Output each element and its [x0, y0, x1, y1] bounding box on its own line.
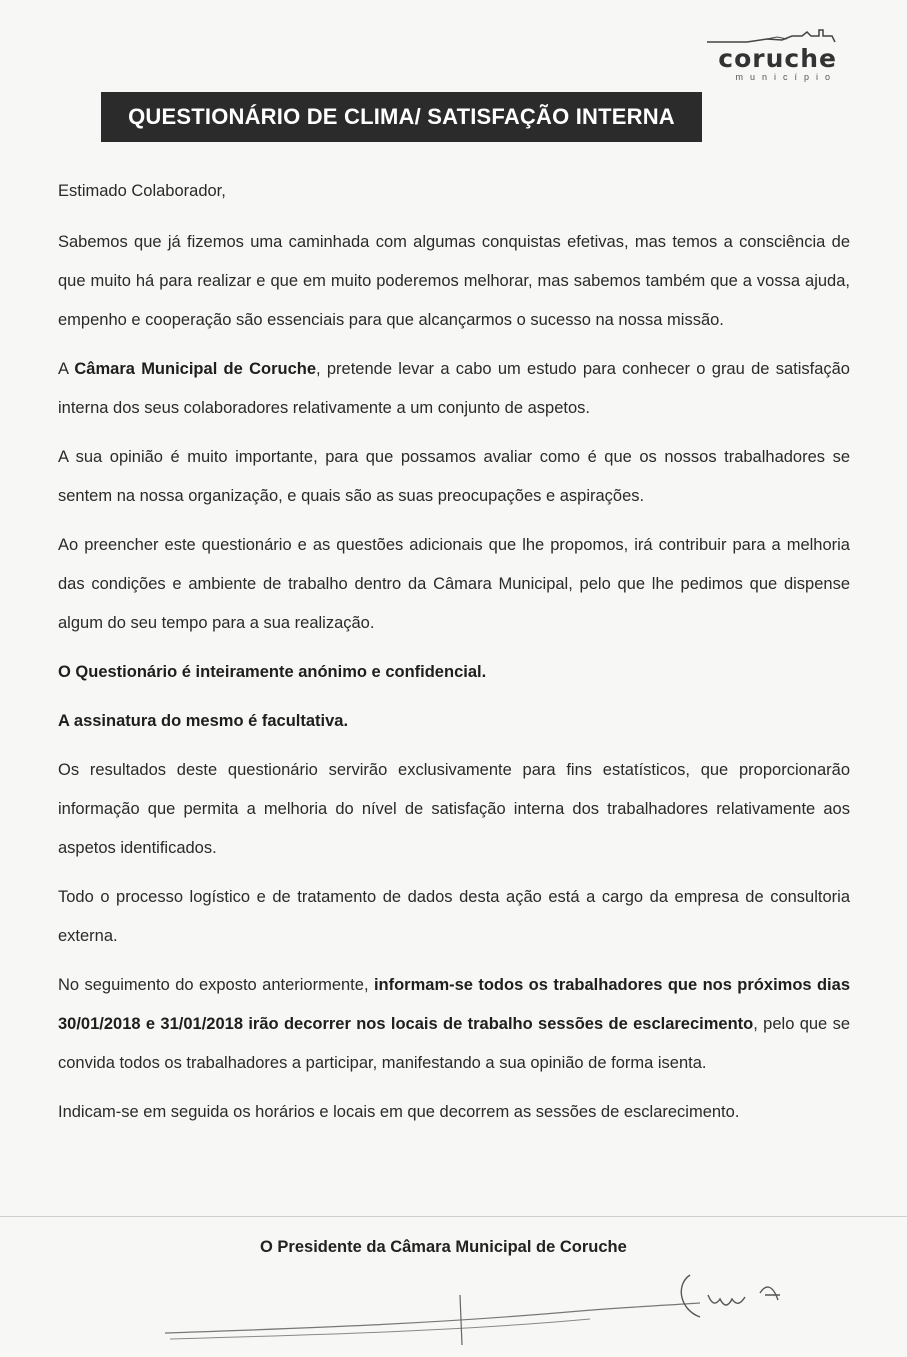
logo-subtitle: município	[735, 72, 837, 82]
coruche-logo	[687, 28, 837, 82]
paragraph-9-bold: informam-se todos os trabalhadores que nos próximos dias 30/01/2018 e 31/01/2018 irão decorrer nos locais de trabalho sessões de esclarecimento	[58, 976, 850, 1033]
logo-name: coruche	[718, 44, 837, 73]
greeting: Estimado Colaborador,	[58, 182, 226, 200]
paragraph-2-intro: A	[58, 360, 75, 378]
paragraph-9-rest: , pelo que se convida todos os trabalhadores a participar, manifestando a sua opinião de forma isenta.	[58, 1015, 850, 1072]
paragraph-9	[58, 966, 850, 1083]
paragraph-7: Os resultados deste questionário servirão exclusivamente para fins estatísticos, que proporcionarão informação que permita a melhoria do nível de satisfação interna dos trabalhadores relativamente aos aspetos identificados.	[58, 761, 850, 857]
paragraph-9-intro: No seguimento do exposto anteriormente,	[58, 976, 374, 994]
paragraph-5	[58, 653, 850, 692]
paragraph-10: Indicam-se em seguida os horários e locais em que decorrem as sessões de esclarecimento.	[58, 1103, 740, 1121]
paragraph-4: Ao preencher este questionário e as questões adicionais que lhe propomos, irá contribuir para a melhoria das condições e ambiente de trabalho dentro da Câmara Municipal, pelo que lhe pedimos que dispense algum do seu tempo para a sua realização.	[58, 536, 850, 632]
signature-title: O Presidente da Câmara Municipal de Coruche	[260, 1238, 627, 1256]
letter-body	[58, 172, 850, 1142]
handwritten-signature	[160, 1255, 820, 1345]
scan-divider	[0, 1216, 907, 1217]
paragraph-2-rest: , pretende levar a cabo um estudo para conhecer o grau de satisfação interna dos seus colaboradores relativamente a um conjunto de aspetos.	[58, 360, 850, 417]
paragraph-1: Sabemos que já fizemos uma caminhada com algumas conquistas efetivas, mas temos a consciência de que muito há para realizar e que em muito poderemos melhorar, mas sabemos também que a vossa ajuda, empenho e cooperação são essenciais para que alcançarmos o sucesso na nossa missão.	[58, 233, 850, 329]
paragraph-3: A sua opinião é muito importante, para que possamos avaliar como é que os nossos trabalhadores se sentem na nossa organização, e quais são as suas preocupações e aspirações.	[58, 448, 850, 505]
paragraph-8: Todo o processo logístico e de tratamento de dados desta ação está a cargo da empresa de consultoria externa.	[58, 888, 850, 945]
paragraph-2-bold: Câmara Municipal de Coruche	[74, 360, 317, 378]
paragraph-2	[58, 350, 850, 428]
anonymity-notice: O Questionário é inteiramente anónimo e confidencial.	[58, 663, 487, 681]
paragraph-6	[58, 702, 850, 741]
signature-optional-notice: A assinatura do mesmo é facultativa.	[58, 712, 349, 730]
page-title: QUESTIONÁRIO DE CLIMA/ SATISFAÇÃO INTERNA	[101, 92, 702, 142]
